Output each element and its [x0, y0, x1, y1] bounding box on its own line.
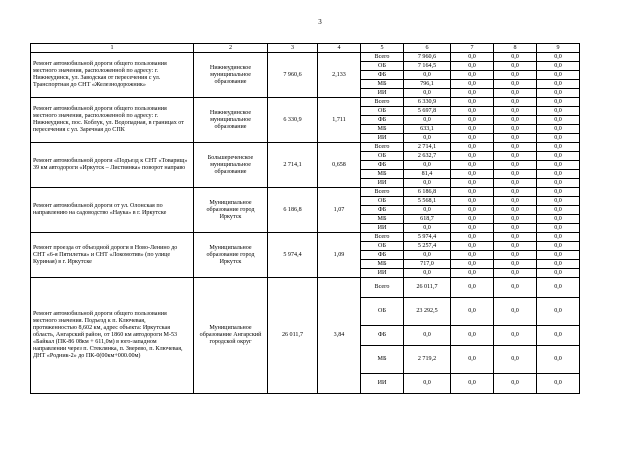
table-row [31, 143, 580, 152]
municipality-name: Муниципальное образование город Иркутск [194, 233, 268, 278]
amount-v6: 7 164,5 [404, 62, 451, 71]
amount-v7: 0,0 [451, 298, 494, 326]
amount-v9: 0,0 [537, 116, 580, 125]
amount-v9: 0,0 [537, 224, 580, 233]
funding-source: ИИ [361, 224, 404, 233]
col-header-5: 5 [361, 44, 404, 53]
amount-v8: 0,0 [494, 80, 537, 89]
amount-v6: 5 257,4 [404, 242, 451, 251]
amount-v7: 0,0 [451, 98, 494, 107]
funding-source: Всего [361, 143, 404, 152]
amount-v9: 0,0 [537, 242, 580, 251]
funding-source: ФБ [361, 116, 404, 125]
amount-v7: 0,0 [451, 134, 494, 143]
table-row [31, 278, 580, 298]
amount-v6: 796,1 [404, 80, 451, 89]
amount-v6: 0,0 [404, 71, 451, 80]
municipality-name: Муниципальное образование Ангарский городской округ [194, 278, 268, 394]
col-header-3: 3 [268, 44, 318, 53]
funding-source: Всего [361, 53, 404, 62]
funding-source: ФБ [361, 206, 404, 215]
funding-source: ИИ [361, 89, 404, 98]
funding-source: МБ [361, 215, 404, 224]
road-length: 1,09 [318, 233, 361, 278]
amount-v7: 0,0 [451, 53, 494, 62]
amount-v6: 26 011,7 [404, 278, 451, 298]
amount-v7: 0,0 [451, 215, 494, 224]
amount-v9: 0,0 [537, 269, 580, 278]
amount-v9: 0,0 [537, 80, 580, 89]
amount-v9: 0,0 [537, 179, 580, 188]
amount-v7: 0,0 [451, 161, 494, 170]
amount-v9: 0,0 [537, 170, 580, 179]
amount-v6: 633,1 [404, 125, 451, 134]
amount-v8: 0,0 [494, 143, 537, 152]
amount-v8: 0,0 [494, 278, 537, 298]
project-description: Ремонт автомобильной дороги общего пользования местного значения, расположенной по адресу: г. Нижнеудинск, пос. Коблук, ул. Водопадная, в границах от пересечения с ул. Заречная до СПК [31, 98, 194, 143]
funding-source: ОБ [361, 298, 404, 326]
municipality-name: Муниципальное образование город Иркутск [194, 188, 268, 233]
amount-v7: 0,0 [451, 197, 494, 206]
total-cost: 26 011,7 [268, 278, 318, 394]
amount-v8: 0,0 [494, 260, 537, 269]
amount-v7: 0,0 [451, 71, 494, 80]
amount-v7: 0,0 [451, 107, 494, 116]
project-description: Ремонт автомобильной дороги от ул. Олонская по направлению на садоводство «Наука» в г. Иркутске [31, 188, 194, 233]
funding-source: ОБ [361, 242, 404, 251]
total-cost: 2 714,1 [268, 143, 318, 188]
amount-v6: 5 568,1 [404, 197, 451, 206]
amount-v6: 717,0 [404, 260, 451, 269]
amount-v7: 0,0 [451, 170, 494, 179]
road-length: 0,658 [318, 143, 361, 188]
funding-source: Всего [361, 188, 404, 197]
funding-source: ОБ [361, 62, 404, 71]
funding-source: ОБ [361, 152, 404, 161]
amount-v9: 0,0 [537, 89, 580, 98]
amount-v9: 0,0 [537, 143, 580, 152]
amount-v7: 0,0 [451, 143, 494, 152]
funding-source: ОБ [361, 197, 404, 206]
col-header-2: 2 [194, 44, 268, 53]
total-cost: 6 330,9 [268, 98, 318, 143]
table-row [31, 233, 580, 242]
project-description: Ремонт автомобильной дороги общего пользования местного значения. Подъезд к п. Ключевая, протяженностью 8,602 км, адрес объекта: Иркутская область, Ангарский район, от 1860 км автодороги М-53 «Байкал (ПК-86 08км + 611,0м) в юго-западном направлении через п. Стеклянка, п. Зверево, п. Ключевая, ДНТ «Родник-2» до ПК-0(00км+000.00м) [31, 278, 194, 394]
municipality-name: Нижнеудинское муниципальное образование [194, 98, 268, 143]
project-description: Ремонт автомобильной дороги «Подъезд к СНТ «Товарищ» 39 км автодороги «Иркутск – Листвянка» поворот направо [31, 143, 194, 188]
amount-v7: 0,0 [451, 269, 494, 278]
amount-v8: 0,0 [494, 53, 537, 62]
amount-v8: 0,0 [494, 161, 537, 170]
amount-v6: 618,7 [404, 215, 451, 224]
funding-source: ФБ [361, 251, 404, 260]
funding-source: ИИ [361, 134, 404, 143]
amount-v9: 0,0 [537, 188, 580, 197]
amount-v7: 0,0 [451, 233, 494, 242]
amount-v6: 0,0 [404, 134, 451, 143]
amount-v8: 0,0 [494, 134, 537, 143]
amount-v8: 0,0 [494, 107, 537, 116]
amount-v9: 0,0 [537, 206, 580, 215]
amount-v8: 0,0 [494, 251, 537, 260]
amount-v6: 6 186,8 [404, 188, 451, 197]
funding-source: ИИ [361, 374, 404, 394]
amount-v6: 0,0 [404, 116, 451, 125]
amount-v9: 0,0 [537, 215, 580, 224]
funding-source: МБ [361, 80, 404, 89]
amount-v9: 0,0 [537, 53, 580, 62]
amount-v6: 0,0 [404, 224, 451, 233]
total-cost: 7 960,6 [268, 53, 318, 98]
amount-v8: 0,0 [494, 125, 537, 134]
road-length: 1,07 [318, 188, 361, 233]
funding-source: Всего [361, 98, 404, 107]
amount-v7: 0,0 [451, 224, 494, 233]
amount-v6: 5 697,8 [404, 107, 451, 116]
amount-v9: 0,0 [537, 98, 580, 107]
amount-v8: 0,0 [494, 98, 537, 107]
road-length: 1,711 [318, 98, 361, 143]
amount-v7: 0,0 [451, 80, 494, 89]
amount-v6: 81,4 [404, 170, 451, 179]
page-number: 3 [318, 18, 322, 26]
funding-source: ИИ [361, 269, 404, 278]
amount-v8: 0,0 [494, 298, 537, 326]
funding-source: ФБ [361, 161, 404, 170]
municipality-name: Большереченское муниципальное образование [194, 143, 268, 188]
amount-v9: 0,0 [537, 161, 580, 170]
amount-v9: 0,0 [537, 298, 580, 326]
amount-v8: 0,0 [494, 242, 537, 251]
amount-v9: 0,0 [537, 152, 580, 161]
table-row [31, 53, 580, 62]
amount-v8: 0,0 [494, 326, 537, 346]
amount-v9: 0,0 [537, 260, 580, 269]
table-row [31, 188, 580, 197]
amount-v7: 0,0 [451, 242, 494, 251]
amount-v8: 0,0 [494, 188, 537, 197]
amount-v9: 0,0 [537, 62, 580, 71]
amount-v9: 0,0 [537, 326, 580, 346]
road-length: 3,84 [318, 278, 361, 394]
amount-v7: 0,0 [451, 125, 494, 134]
funding-source: ИИ [361, 179, 404, 188]
project-description: Ремонт проезда от объездной дороги в Ново-Ленино до СНТ «6-я Пятилетка» и СНТ «Локомотив» (по улице Куриная) в г. Иркутске [31, 233, 194, 278]
amount-v9: 0,0 [537, 251, 580, 260]
col-header-4: 4 [318, 44, 361, 53]
funding-source: Всего [361, 233, 404, 242]
amount-v6: 2 632,7 [404, 152, 451, 161]
amount-v8: 0,0 [494, 179, 537, 188]
amount-v6: 0,0 [404, 179, 451, 188]
funding-source: МБ [361, 125, 404, 134]
amount-v8: 0,0 [494, 71, 537, 80]
amount-v7: 0,0 [451, 374, 494, 394]
amount-v6: 0,0 [404, 251, 451, 260]
amount-v8: 0,0 [494, 89, 537, 98]
amount-v7: 0,0 [451, 206, 494, 215]
amount-v6: 0,0 [404, 269, 451, 278]
amount-v9: 0,0 [537, 125, 580, 134]
amount-v7: 0,0 [451, 260, 494, 269]
funding-source: ОБ [361, 107, 404, 116]
amount-v7: 0,0 [451, 152, 494, 161]
header-row [31, 44, 580, 53]
financing-table [30, 43, 580, 394]
amount-v6: 23 292,5 [404, 298, 451, 326]
amount-v9: 0,0 [537, 71, 580, 80]
table-row [31, 98, 580, 107]
amount-v6: 6 330,9 [404, 98, 451, 107]
amount-v7: 0,0 [451, 62, 494, 71]
total-cost: 5 974,4 [268, 233, 318, 278]
amount-v8: 0,0 [494, 116, 537, 125]
amount-v8: 0,0 [494, 224, 537, 233]
amount-v6: 5 974,4 [404, 233, 451, 242]
table-body [31, 53, 580, 394]
amount-v6: 0,0 [404, 89, 451, 98]
amount-v6: 0,0 [404, 206, 451, 215]
amount-v7: 0,0 [451, 251, 494, 260]
municipality-name: Нижнеудинское муниципальное образование [194, 53, 268, 98]
amount-v9: 0,0 [537, 374, 580, 394]
amount-v7: 0,0 [451, 89, 494, 98]
col-header-6: 6 [404, 44, 451, 53]
col-header-1: 1 [31, 44, 194, 53]
col-header-8: 8 [494, 44, 537, 53]
total-cost: 6 186,8 [268, 188, 318, 233]
funding-source: МБ [361, 346, 404, 374]
amount-v6: 2 719,2 [404, 346, 451, 374]
amount-v7: 0,0 [451, 179, 494, 188]
project-description: Ремонт автомобильной дороги общего пользования местного значения, расположенной по адресу: г. Нижнеудинск, ул. Заводская от пересечения с ул. Транспортная до СНТ «Железнодорожник» [31, 53, 194, 98]
amount-v8: 0,0 [494, 233, 537, 242]
col-header-9: 9 [537, 44, 580, 53]
amount-v9: 0,0 [537, 346, 580, 374]
amount-v8: 0,0 [494, 62, 537, 71]
amount-v6: 2 714,1 [404, 143, 451, 152]
road-length: 2,133 [318, 53, 361, 98]
amount-v6: 0,0 [404, 161, 451, 170]
amount-v8: 0,0 [494, 170, 537, 179]
amount-v7: 0,0 [451, 116, 494, 125]
funding-source: МБ [361, 260, 404, 269]
amount-v8: 0,0 [494, 152, 537, 161]
amount-v8: 0,0 [494, 374, 537, 394]
amount-v7: 0,0 [451, 278, 494, 298]
amount-v9: 0,0 [537, 278, 580, 298]
amount-v7: 0,0 [451, 188, 494, 197]
funding-source: Всего [361, 278, 404, 298]
amount-v9: 0,0 [537, 107, 580, 116]
amount-v8: 0,0 [494, 197, 537, 206]
funding-source: ФБ [361, 326, 404, 346]
amount-v8: 0,0 [494, 269, 537, 278]
col-header-7: 7 [451, 44, 494, 53]
amount-v7: 0,0 [451, 326, 494, 346]
funding-source: МБ [361, 170, 404, 179]
amount-v6: 0,0 [404, 374, 451, 394]
amount-v8: 0,0 [494, 346, 537, 374]
funding-source: ФБ [361, 71, 404, 80]
amount-v7: 0,0 [451, 346, 494, 374]
amount-v8: 0,0 [494, 206, 537, 215]
amount-v8: 0,0 [494, 215, 537, 224]
amount-v6: 0,0 [404, 326, 451, 346]
amount-v9: 0,0 [537, 197, 580, 206]
amount-v6: 7 960,6 [404, 53, 451, 62]
amount-v9: 0,0 [537, 233, 580, 242]
amount-v9: 0,0 [537, 134, 580, 143]
